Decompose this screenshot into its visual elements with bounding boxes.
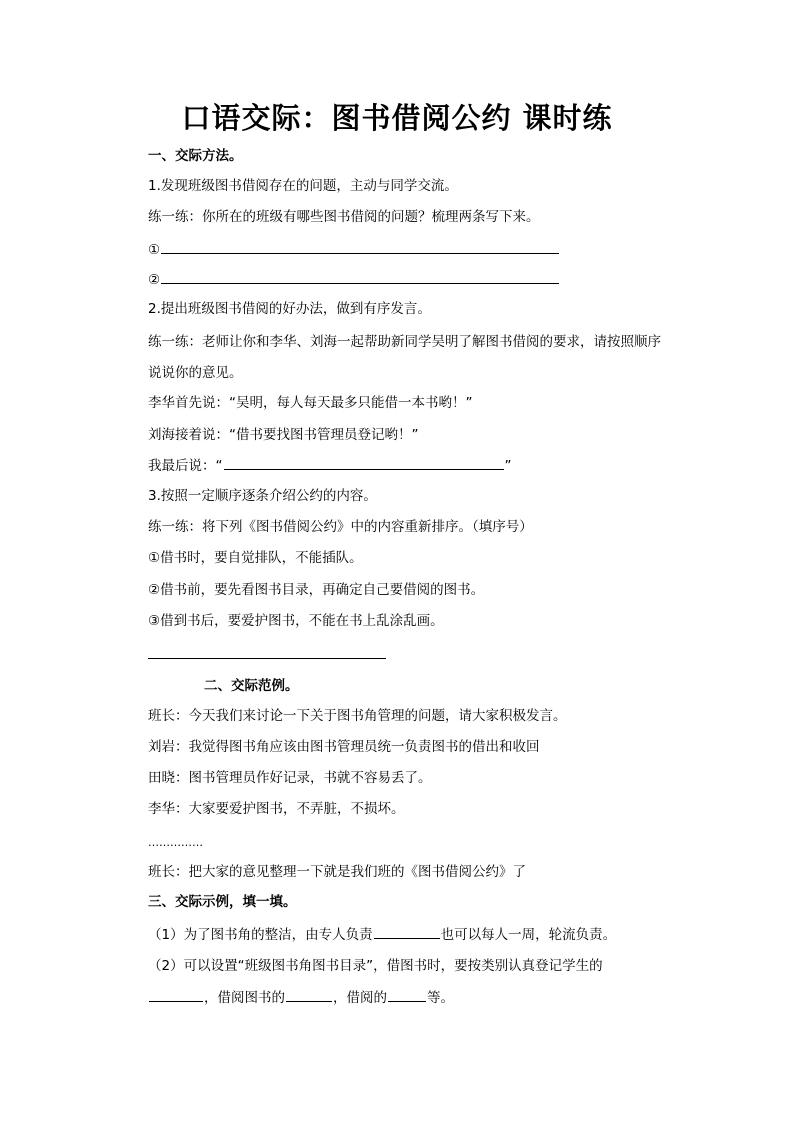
section1-item2: 2.提出班级图书借阅的好办法，做到有序发言。: [148, 301, 431, 317]
section1-practice2-line1: 练一练：老师让你和李华、刘海一起帮助新同学吴明了解图书借阅的要求，请按照顺序: [148, 334, 661, 350]
question-1-blank[interactable]: [374, 925, 440, 939]
rule-item-3: ③借到书后，要爱护图书，不能在书上乱涂乱画。: [148, 613, 444, 629]
section1-item3: 3.按照一定顺序逐条介绍公约的内容。: [148, 488, 377, 504]
dialogue-line-5: 班长：把大家的意见整理一下就是我们班的《图书借阅公约》了: [148, 864, 526, 880]
me-says-suffix: ”: [504, 458, 512, 474]
me-says-line: [148, 456, 512, 475]
question-2-line2: [148, 988, 454, 1007]
dialogue-line-4: 李华：大家要爱护图书，不弄脏，不损坏。: [148, 801, 405, 817]
dialogue-line-2: 刘岩：我觉得图书角应该由图书管理员统一负责图书的借出和收回: [148, 739, 540, 755]
dialogue-line-3: 田晓：图书管理员作好记录，书就不容易丢了。: [148, 770, 432, 786]
section1-item1: 1.发现班级图书借阅存在的问题，主动与同学交流。: [148, 178, 458, 194]
question-2-line1: （2）可以设置“班级图书角图书目录”，借图书时，要按类别认真登记学生的: [148, 958, 603, 974]
section2-heading: 二、交际范例。: [204, 678, 299, 694]
answer-line-2[interactable]: [148, 270, 560, 289]
me-says-blank[interactable]: [224, 456, 504, 470]
question-1: [148, 925, 616, 944]
answer-mark-2: ②: [148, 272, 161, 288]
answer-blank-2[interactable]: [161, 270, 559, 284]
section3-heading: 三、交际示例，填一填。: [148, 894, 297, 910]
question-2-blank-2[interactable]: [286, 988, 332, 1002]
rule-item-2: ②借书前，要先看图书目录，再确定自己要借阅的图书。: [148, 582, 485, 598]
question-2-blank-3[interactable]: [388, 988, 426, 1002]
answer-blank-1[interactable]: [161, 240, 559, 254]
order-answer-line[interactable]: [148, 658, 386, 659]
rule-item-1: ①借书时，要自觉排队，不能插队。: [148, 550, 363, 566]
question-2-part3: ，借阅的: [333, 990, 387, 1006]
answer-mark-1: ①: [148, 242, 161, 258]
section1-practice1: 练一练：你所在的班级有哪些图书借阅的问题？梳理两条写下来。: [148, 209, 540, 225]
question-2-end: 等。: [427, 990, 454, 1006]
page-title: 口语交际：图书借阅公约 课时练: [181, 101, 613, 135]
question-2-part2: ，借阅图书的: [204, 990, 285, 1006]
liuhai-says: 刘海接着说：“借书要找图书管理员登记哟！”: [148, 427, 419, 443]
section1-practice2-line2: 说说你的意见。: [148, 365, 243, 381]
section1-practice3: 练一练：将下列《图书借阅公约》中的内容重新排序。（填序号）: [148, 519, 533, 535]
section1-heading: 一、交际方法。: [148, 148, 243, 164]
dialogue-ellipsis: ……………: [148, 836, 203, 849]
question-1-suffix: 也可以每人一周，轮流负责。: [440, 927, 617, 943]
me-says-prefix: 我最后说：“: [148, 458, 223, 474]
answer-line-1[interactable]: [148, 240, 560, 259]
lihua-says: 李华首先说：“吴明，每人每天最多只能借一本书哟！”: [148, 395, 473, 411]
question-2-blank-1[interactable]: [149, 988, 203, 1002]
dialogue-line-1: 班长：今天我们来讨论一下关于图书角管理的问题，请大家积极发言。: [148, 708, 567, 724]
question-1-prefix: （1）为了图书角的整洁，由专人负责: [148, 927, 373, 943]
